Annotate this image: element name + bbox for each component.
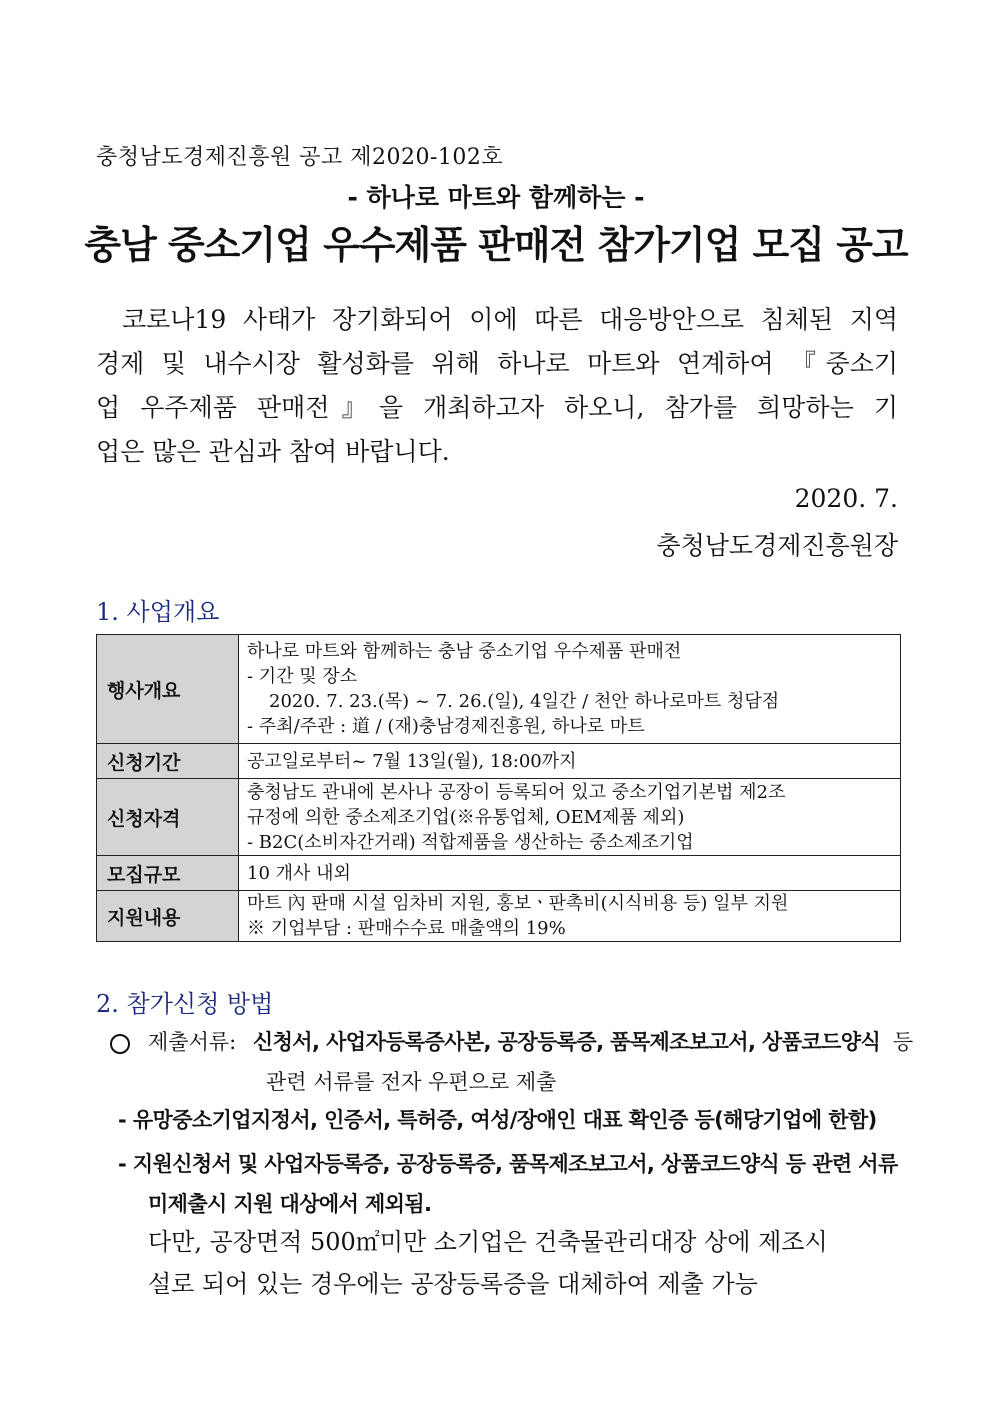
note-eligibility-docs: - 유망중소기업지정서, 인증서, 특허증, 여성/장애인 대표 확인증 등(해당기업에 한함) [118, 1108, 877, 1132]
documents-line2: 관련 서류를 전자 우편으로 제출 [266, 1070, 557, 1094]
table-row [97, 635, 901, 744]
cell-line: ※ 기업부담 : 판매수수료 매출액의 19% [247, 918, 566, 939]
row-content [239, 856, 901, 891]
overview-table [96, 634, 901, 942]
circle-bullet-icon [110, 1034, 130, 1054]
table-row [97, 779, 901, 856]
note-exception-line1: 다만, 공장면적 500㎡미만 소기업은 건축물관리대장 상에 제조시 [148, 1228, 828, 1256]
documents-tail: 등 [892, 1030, 914, 1054]
section-heading-overview: 1. 사업개요 [96, 598, 220, 626]
intro-line: 업은 많은 관심과 참여 바랍니다. [96, 437, 450, 466]
page-title: 충남 중소기업 우수제품 판매전 참가기업 모집 공고 [84, 223, 908, 267]
row-label: 모집규모 [97, 856, 239, 891]
cell-line: 마트 內 판매 시설 임차비 지원, 홍보ㆍ판촉비(시식비용 등) 일부 지원 [247, 893, 789, 914]
cell-line: 하나로 마트와 함께하는 충남 중소기업 우수제품 판매전 [247, 641, 682, 662]
cell-line: - 기간 및 장소 [247, 666, 358, 687]
intro-line: 경제 및 내수시장 활성화를 위해 하나로 마트와 연계하여 『중소기 [96, 349, 898, 378]
intro-paragraph [96, 298, 898, 474]
row-label: 지원내용 [97, 891, 239, 942]
notice-number: 충청남도경제진흥원 공고 제2020-102호 [96, 145, 504, 170]
note-exclusion-line1: - 지원신청서 및 사업자등록증, 공장등록증, 품목제조보고서, 상품코드양식 등 관련 서류 [118, 1152, 898, 1176]
note-exclusion-line2: 미제출시 지원 대상에서 제외됨. [148, 1192, 432, 1216]
table-row [97, 744, 901, 779]
cell-line: - B2C(소비자간거래) 적합제품을 생산하는 중소제조기업 [247, 831, 694, 853]
row-label: 행사개요 [97, 635, 239, 744]
note-exception-line2: 설로 되어 있는 경우에는 공장등록증을 대체하여 제출 가능 [148, 1270, 758, 1298]
cell-line: 10 개사 내외 [247, 862, 351, 884]
intro-line: 업 우주제품 판매전』을 개최하고자 하오니, 참가를 희망하는 기 [96, 393, 898, 422]
row-content [239, 779, 901, 856]
issuing-organization: 충청남도경제진흥원장 [656, 531, 898, 560]
table-row [97, 856, 901, 891]
documents-label: 제출서류: [148, 1030, 237, 1054]
cell-line: 충청남도 관내에 본사나 공장이 등록되어 있고 중소기업기본법 제2조 [247, 781, 786, 803]
subtitle: - 하나로 마트와 함께하는 - [347, 183, 645, 212]
row-label: 신청자격 [97, 779, 239, 856]
row-label: 신청기간 [97, 744, 239, 779]
row-content [239, 635, 901, 744]
table-row [97, 891, 901, 942]
documents-line [96, 1022, 913, 1062]
section-heading-application: 2. 참가신청 방법 [96, 990, 274, 1018]
documents-list: 신청서, 사업자등록증사본, 공장등록증, 품목제조보고서, 상품코드양식 [252, 1030, 881, 1054]
cell-line: 공고일로부터~ 7월 13일(월), 18:00까지 [247, 750, 577, 772]
cell-line: 2020. 7. 23.(목) ~ 7. 26.(일), 4일간 / 천안 하나로마트 청담점 [269, 691, 780, 712]
row-content [239, 891, 901, 942]
row-content [239, 744, 901, 779]
notice-date: 2020. 7. [794, 484, 898, 513]
intro-line: 코로나19 사태가 장기화되어 이에 따른 대응방안으로 침체된 지역 [122, 305, 898, 334]
cell-line: - 주최/주관 : 道 / (재)충남경제진흥원, 하나로 마트 [247, 716, 645, 737]
cell-line: 규정에 의한 중소제조기업(※유통업체, OEM제품 제외) [247, 806, 685, 828]
